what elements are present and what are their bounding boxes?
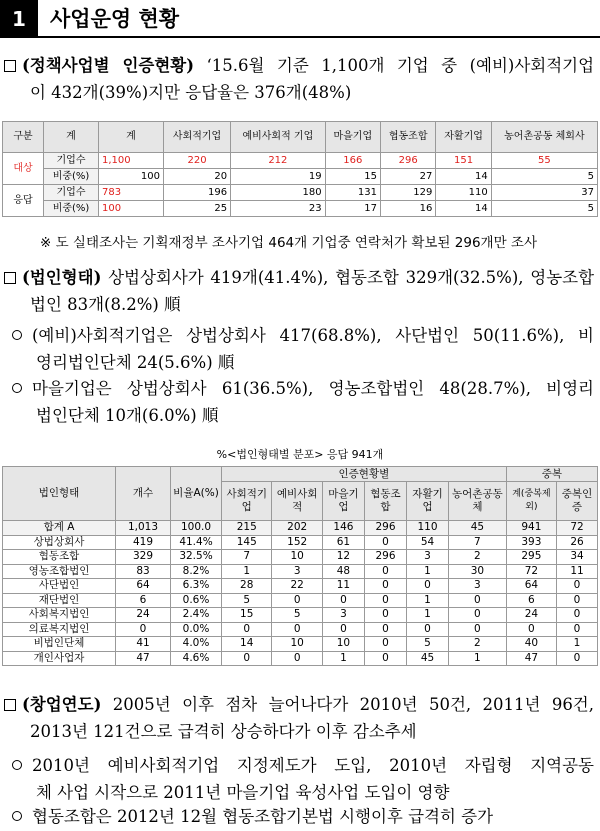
cell: 15 bbox=[325, 169, 380, 185]
cell: 11 bbox=[557, 564, 598, 579]
paragraph-founding-year bbox=[0, 691, 600, 745]
cell: 329 bbox=[116, 550, 171, 565]
cell: 17 bbox=[325, 201, 380, 217]
cell: 296 bbox=[364, 521, 406, 536]
certification-table bbox=[2, 121, 598, 217]
survey-note: ※ 도 실태조사는 기획재정부 조사기업 464개 기업중 연락처가 확보된 296개만 조사 bbox=[40, 235, 537, 251]
col-header: 계 bbox=[99, 122, 164, 153]
cell: 0 bbox=[557, 593, 598, 608]
col-header: 마을기업 bbox=[322, 482, 364, 521]
col-header: 농어촌공동 체회사 bbox=[491, 122, 597, 153]
cell: 64 bbox=[506, 579, 556, 594]
col-header: 예비사회적 기업 bbox=[231, 122, 325, 153]
table-row bbox=[3, 535, 598, 550]
cell: 27 bbox=[380, 169, 435, 185]
cell: 180 bbox=[231, 185, 325, 201]
col-header: 개수 bbox=[116, 467, 171, 521]
col-header: 농어촌공동체 bbox=[449, 482, 507, 521]
cell: 61 bbox=[322, 535, 364, 550]
cell: 0 bbox=[364, 608, 406, 623]
cell: 25 bbox=[164, 201, 231, 217]
table-row bbox=[3, 622, 598, 637]
cell: 23 bbox=[231, 201, 325, 217]
cell: 5 bbox=[222, 593, 272, 608]
table-header-row bbox=[3, 122, 598, 153]
paragraph-village-enterprise bbox=[0, 375, 600, 429]
cell: 19 bbox=[231, 169, 325, 185]
col-group-header: 중복 bbox=[506, 467, 597, 482]
row-label: 재단법인 bbox=[3, 593, 116, 608]
row-label: 비중(%) bbox=[44, 201, 99, 217]
cell: 3 bbox=[407, 550, 449, 565]
row-label: 사단법인 bbox=[3, 579, 116, 594]
cell: 296 bbox=[364, 550, 406, 565]
cell: 8.2% bbox=[171, 564, 222, 579]
cell: 151 bbox=[436, 153, 491, 169]
col-group-header: 인증현황별 bbox=[222, 467, 507, 482]
paragraph-line bbox=[0, 803, 600, 830]
cell: 0 bbox=[222, 651, 272, 666]
cell: 0 bbox=[272, 622, 322, 637]
cell: 0 bbox=[272, 651, 322, 666]
paragraph-heading: (법인형태) bbox=[22, 268, 102, 287]
cell: 783 bbox=[99, 185, 164, 201]
cell: 15 bbox=[222, 608, 272, 623]
table-row bbox=[3, 201, 598, 217]
col-header: 사회적기업 bbox=[222, 482, 272, 521]
cell: 4.0% bbox=[171, 637, 222, 652]
row-label: 개인사업자 bbox=[3, 651, 116, 666]
table-body bbox=[3, 521, 598, 666]
cell: 0 bbox=[364, 637, 406, 652]
group-label: 응답 bbox=[3, 185, 44, 217]
row-label: 비법인단체 bbox=[3, 637, 116, 652]
cell: 100 bbox=[99, 169, 164, 185]
cell: 1 bbox=[407, 608, 449, 623]
cell: 7 bbox=[449, 535, 507, 550]
circle-bullet-icon bbox=[12, 383, 22, 393]
cell: 215 bbox=[222, 521, 272, 536]
cell: 146 bbox=[322, 521, 364, 536]
cell: 941 bbox=[506, 521, 556, 536]
cell: 145 bbox=[222, 535, 272, 550]
paragraph-cooperative bbox=[0, 803, 600, 830]
cell: 393 bbox=[506, 535, 556, 550]
paragraph-heading: (정책사업별 인증현황) bbox=[22, 56, 195, 75]
col-header: 법인형태 bbox=[3, 467, 116, 521]
table-row bbox=[3, 651, 598, 666]
cell: 24 bbox=[506, 608, 556, 623]
cell: 14 bbox=[436, 169, 491, 185]
cell: 10 bbox=[272, 637, 322, 652]
table-row bbox=[3, 153, 598, 169]
cell: 0 bbox=[322, 593, 364, 608]
col-header: 자활기업 bbox=[407, 482, 449, 521]
cell: 45 bbox=[407, 651, 449, 666]
cell: 64 bbox=[116, 579, 171, 594]
cell: 0 bbox=[449, 622, 507, 637]
cell: 5 bbox=[491, 201, 597, 217]
paragraph-text: 상법상회사가 419개(41.4%), 협동조합 329개(32.5%), 영농조합 bbox=[108, 268, 595, 287]
cell: 83 bbox=[116, 564, 171, 579]
cell: 0 bbox=[364, 579, 406, 594]
cell: 0 bbox=[322, 622, 364, 637]
cell: 16 bbox=[380, 201, 435, 217]
paragraph-line bbox=[0, 375, 600, 402]
sum-row bbox=[3, 521, 598, 536]
col-header: 계 bbox=[44, 122, 99, 153]
paragraph-line: 체 사업 시작으로 2011년 마을기업 육성사업 도입이 영향 bbox=[36, 783, 450, 802]
cell: 30 bbox=[449, 564, 507, 579]
cell: 12 bbox=[322, 550, 364, 565]
cell: 110 bbox=[436, 185, 491, 201]
cell: 10 bbox=[322, 637, 364, 652]
cell: 47 bbox=[116, 651, 171, 666]
cell: 0 bbox=[407, 622, 449, 637]
cell: 100.0 bbox=[171, 521, 222, 536]
paragraph-line bbox=[0, 52, 600, 79]
cell: 41.4% bbox=[171, 535, 222, 550]
cell: 0.0% bbox=[171, 622, 222, 637]
row-label: 사회복지법인 bbox=[3, 608, 116, 623]
cell: 0 bbox=[364, 593, 406, 608]
cell: 10 bbox=[272, 550, 322, 565]
cell: 48 bbox=[322, 564, 364, 579]
paragraph-line bbox=[0, 752, 600, 779]
cell: 152 bbox=[272, 535, 322, 550]
cell: 0.6% bbox=[171, 593, 222, 608]
table-row bbox=[3, 564, 598, 579]
cell: 1 bbox=[557, 637, 598, 652]
col-header: 협동조합 bbox=[380, 122, 435, 153]
paragraph-text: ‘15.6월 기준 1,100개 기업 중 (예비)사회적기업 bbox=[206, 56, 595, 75]
row-label: 비중(%) bbox=[44, 169, 99, 185]
group-label: 대상 bbox=[3, 153, 44, 185]
paragraph-text: (예비)사회적기업은 상법상회사 417(68.8%), 사단법인 50(11.6%), 비 bbox=[32, 326, 594, 345]
cell: 0 bbox=[557, 579, 598, 594]
cell: 220 bbox=[164, 153, 231, 169]
cell: 0 bbox=[364, 535, 406, 550]
cell: 1,013 bbox=[116, 521, 171, 536]
cell: 54 bbox=[407, 535, 449, 550]
cell: 45 bbox=[449, 521, 507, 536]
cell: 196 bbox=[164, 185, 231, 201]
paragraph-line bbox=[0, 264, 600, 291]
paragraph-social-enterprise bbox=[0, 322, 600, 376]
cell: 0 bbox=[557, 622, 598, 637]
cell: 22 bbox=[272, 579, 322, 594]
cell: 47 bbox=[506, 651, 556, 666]
cell: 0 bbox=[116, 622, 171, 637]
paragraph-line: 영리법인단체 24(5.6%) 順 bbox=[36, 353, 235, 372]
cell: 55 bbox=[491, 153, 597, 169]
cell: 6 bbox=[506, 593, 556, 608]
circle-bullet-icon bbox=[12, 760, 22, 770]
cell: 41 bbox=[116, 637, 171, 652]
cell: 0 bbox=[449, 608, 507, 623]
cell: 2.4% bbox=[171, 608, 222, 623]
cell: 295 bbox=[506, 550, 556, 565]
cell: 3 bbox=[272, 564, 322, 579]
row-label: 기업수 bbox=[44, 185, 99, 201]
cell: 5 bbox=[272, 608, 322, 623]
cell: 0 bbox=[364, 622, 406, 637]
cell: 0 bbox=[364, 651, 406, 666]
paragraph-policy-influence bbox=[0, 752, 600, 806]
cell: 131 bbox=[325, 185, 380, 201]
cell: 0 bbox=[557, 608, 598, 623]
table-row bbox=[3, 185, 598, 201]
row-label: 상법상회사 bbox=[3, 535, 116, 550]
cell: 0 bbox=[506, 622, 556, 637]
cell: 37 bbox=[491, 185, 597, 201]
table-caption: %<법인형태별 분포> 응답 941개 bbox=[216, 448, 384, 461]
cell: 24 bbox=[116, 608, 171, 623]
cell: 1 bbox=[322, 651, 364, 666]
col-header: 중복인증 bbox=[557, 482, 598, 521]
section-number: 1 bbox=[0, 0, 38, 38]
paragraph-text: 협동조합은 2012년 12월 협동조합기본법 시행이후 급격히 증가 bbox=[32, 807, 494, 826]
table-row bbox=[3, 579, 598, 594]
table-row bbox=[3, 637, 598, 652]
circle-bullet-icon bbox=[12, 330, 22, 340]
cell: 14 bbox=[222, 637, 272, 652]
checkbox-bullet-icon bbox=[4, 699, 16, 711]
cell: 6.3% bbox=[171, 579, 222, 594]
cell: 5 bbox=[491, 169, 597, 185]
cell: 212 bbox=[231, 153, 325, 169]
checkbox-bullet-icon bbox=[4, 272, 16, 284]
row-label: 기업수 bbox=[44, 153, 99, 169]
paragraph-line: 이 432개(39%)지만 응답율은 376개(48%) bbox=[30, 83, 352, 102]
cell: 11 bbox=[322, 579, 364, 594]
cell: 72 bbox=[506, 564, 556, 579]
cell: 34 bbox=[557, 550, 598, 565]
cell: 6 bbox=[116, 593, 171, 608]
cell: 110 bbox=[407, 521, 449, 536]
cell: 7 bbox=[222, 550, 272, 565]
cell: 1,100 bbox=[99, 153, 164, 169]
col-header: 사회적기업 bbox=[164, 122, 231, 153]
paragraph-line bbox=[0, 691, 600, 718]
cell: 3 bbox=[322, 608, 364, 623]
checkbox-bullet-icon bbox=[4, 60, 16, 72]
section-title: 사업운영 현황 bbox=[50, 7, 180, 31]
table-row bbox=[3, 550, 598, 565]
cell: 202 bbox=[272, 521, 322, 536]
table-row bbox=[3, 169, 598, 185]
col-header: 예비사회적 bbox=[272, 482, 322, 521]
legal-form-table bbox=[2, 466, 598, 666]
col-header: 협동조합 bbox=[364, 482, 406, 521]
cell: 2 bbox=[449, 550, 507, 565]
cell: 419 bbox=[116, 535, 171, 550]
cell: 166 bbox=[325, 153, 380, 169]
cell: 1 bbox=[407, 593, 449, 608]
col-header: 구분 bbox=[3, 122, 44, 153]
cell: 1 bbox=[449, 651, 507, 666]
cell: 296 bbox=[380, 153, 435, 169]
paragraph-line bbox=[0, 322, 600, 349]
col-header: 계(중복제외) bbox=[506, 482, 556, 521]
cell: 1 bbox=[222, 564, 272, 579]
cell: 0 bbox=[272, 593, 322, 608]
table-row bbox=[3, 593, 598, 608]
cell: 28 bbox=[222, 579, 272, 594]
row-label: 영농조합법인 bbox=[3, 564, 116, 579]
cell: 0 bbox=[222, 622, 272, 637]
cell: 129 bbox=[380, 185, 435, 201]
cell: 0 bbox=[449, 593, 507, 608]
header-underline bbox=[0, 36, 600, 38]
cell: 100 bbox=[99, 201, 164, 217]
table-header-row bbox=[3, 467, 598, 482]
cell: 0 bbox=[364, 564, 406, 579]
circle-bullet-icon bbox=[12, 811, 22, 821]
cell: 0 bbox=[407, 579, 449, 594]
cell: 0 bbox=[557, 651, 598, 666]
col-header: 비율A(%) bbox=[171, 467, 222, 521]
cell: 2 bbox=[449, 637, 507, 652]
table-row bbox=[3, 608, 598, 623]
row-label: 협동조합 bbox=[3, 550, 116, 565]
cell: 1 bbox=[407, 564, 449, 579]
paragraph-text: 마을기업은 상법상회사 61(36.5%), 영농조합법인 48(28.7%), 비영리 bbox=[32, 379, 594, 398]
col-header: 자활기업 bbox=[436, 122, 491, 153]
cell: 26 bbox=[557, 535, 598, 550]
cell: 5 bbox=[407, 637, 449, 652]
cell: 14 bbox=[436, 201, 491, 217]
paragraph-line: 2013년 121건으로 급격히 상승하다가 이후 감소추세 bbox=[30, 722, 417, 741]
cell: 72 bbox=[557, 521, 598, 536]
col-header: 마을기업 bbox=[325, 122, 380, 153]
cell: 20 bbox=[164, 169, 231, 185]
cell: 4.6% bbox=[171, 651, 222, 666]
row-label: 의료복지법인 bbox=[3, 622, 116, 637]
cell: 3 bbox=[449, 579, 507, 594]
paragraph-certification bbox=[0, 52, 600, 106]
paragraph-legal-form bbox=[0, 264, 600, 318]
cell: 40 bbox=[506, 637, 556, 652]
section-header bbox=[0, 0, 600, 38]
paragraph-line: 법인 83개(8.2%) 順 bbox=[30, 295, 181, 314]
paragraph-line: 법인단체 10개(6.0%) 順 bbox=[36, 406, 219, 425]
paragraph-text: 2005년 이후 점차 늘어나다가 2010년 50건, 2011년 96건, bbox=[112, 695, 594, 714]
cell: 32.5% bbox=[171, 550, 222, 565]
paragraph-heading: (창업연도) bbox=[22, 695, 102, 714]
paragraph-text: 2010년 예비사회적기업 지정제도가 도입, 2010년 자립형 지역공동 bbox=[32, 756, 594, 775]
row-label: 합계 A bbox=[3, 521, 116, 536]
